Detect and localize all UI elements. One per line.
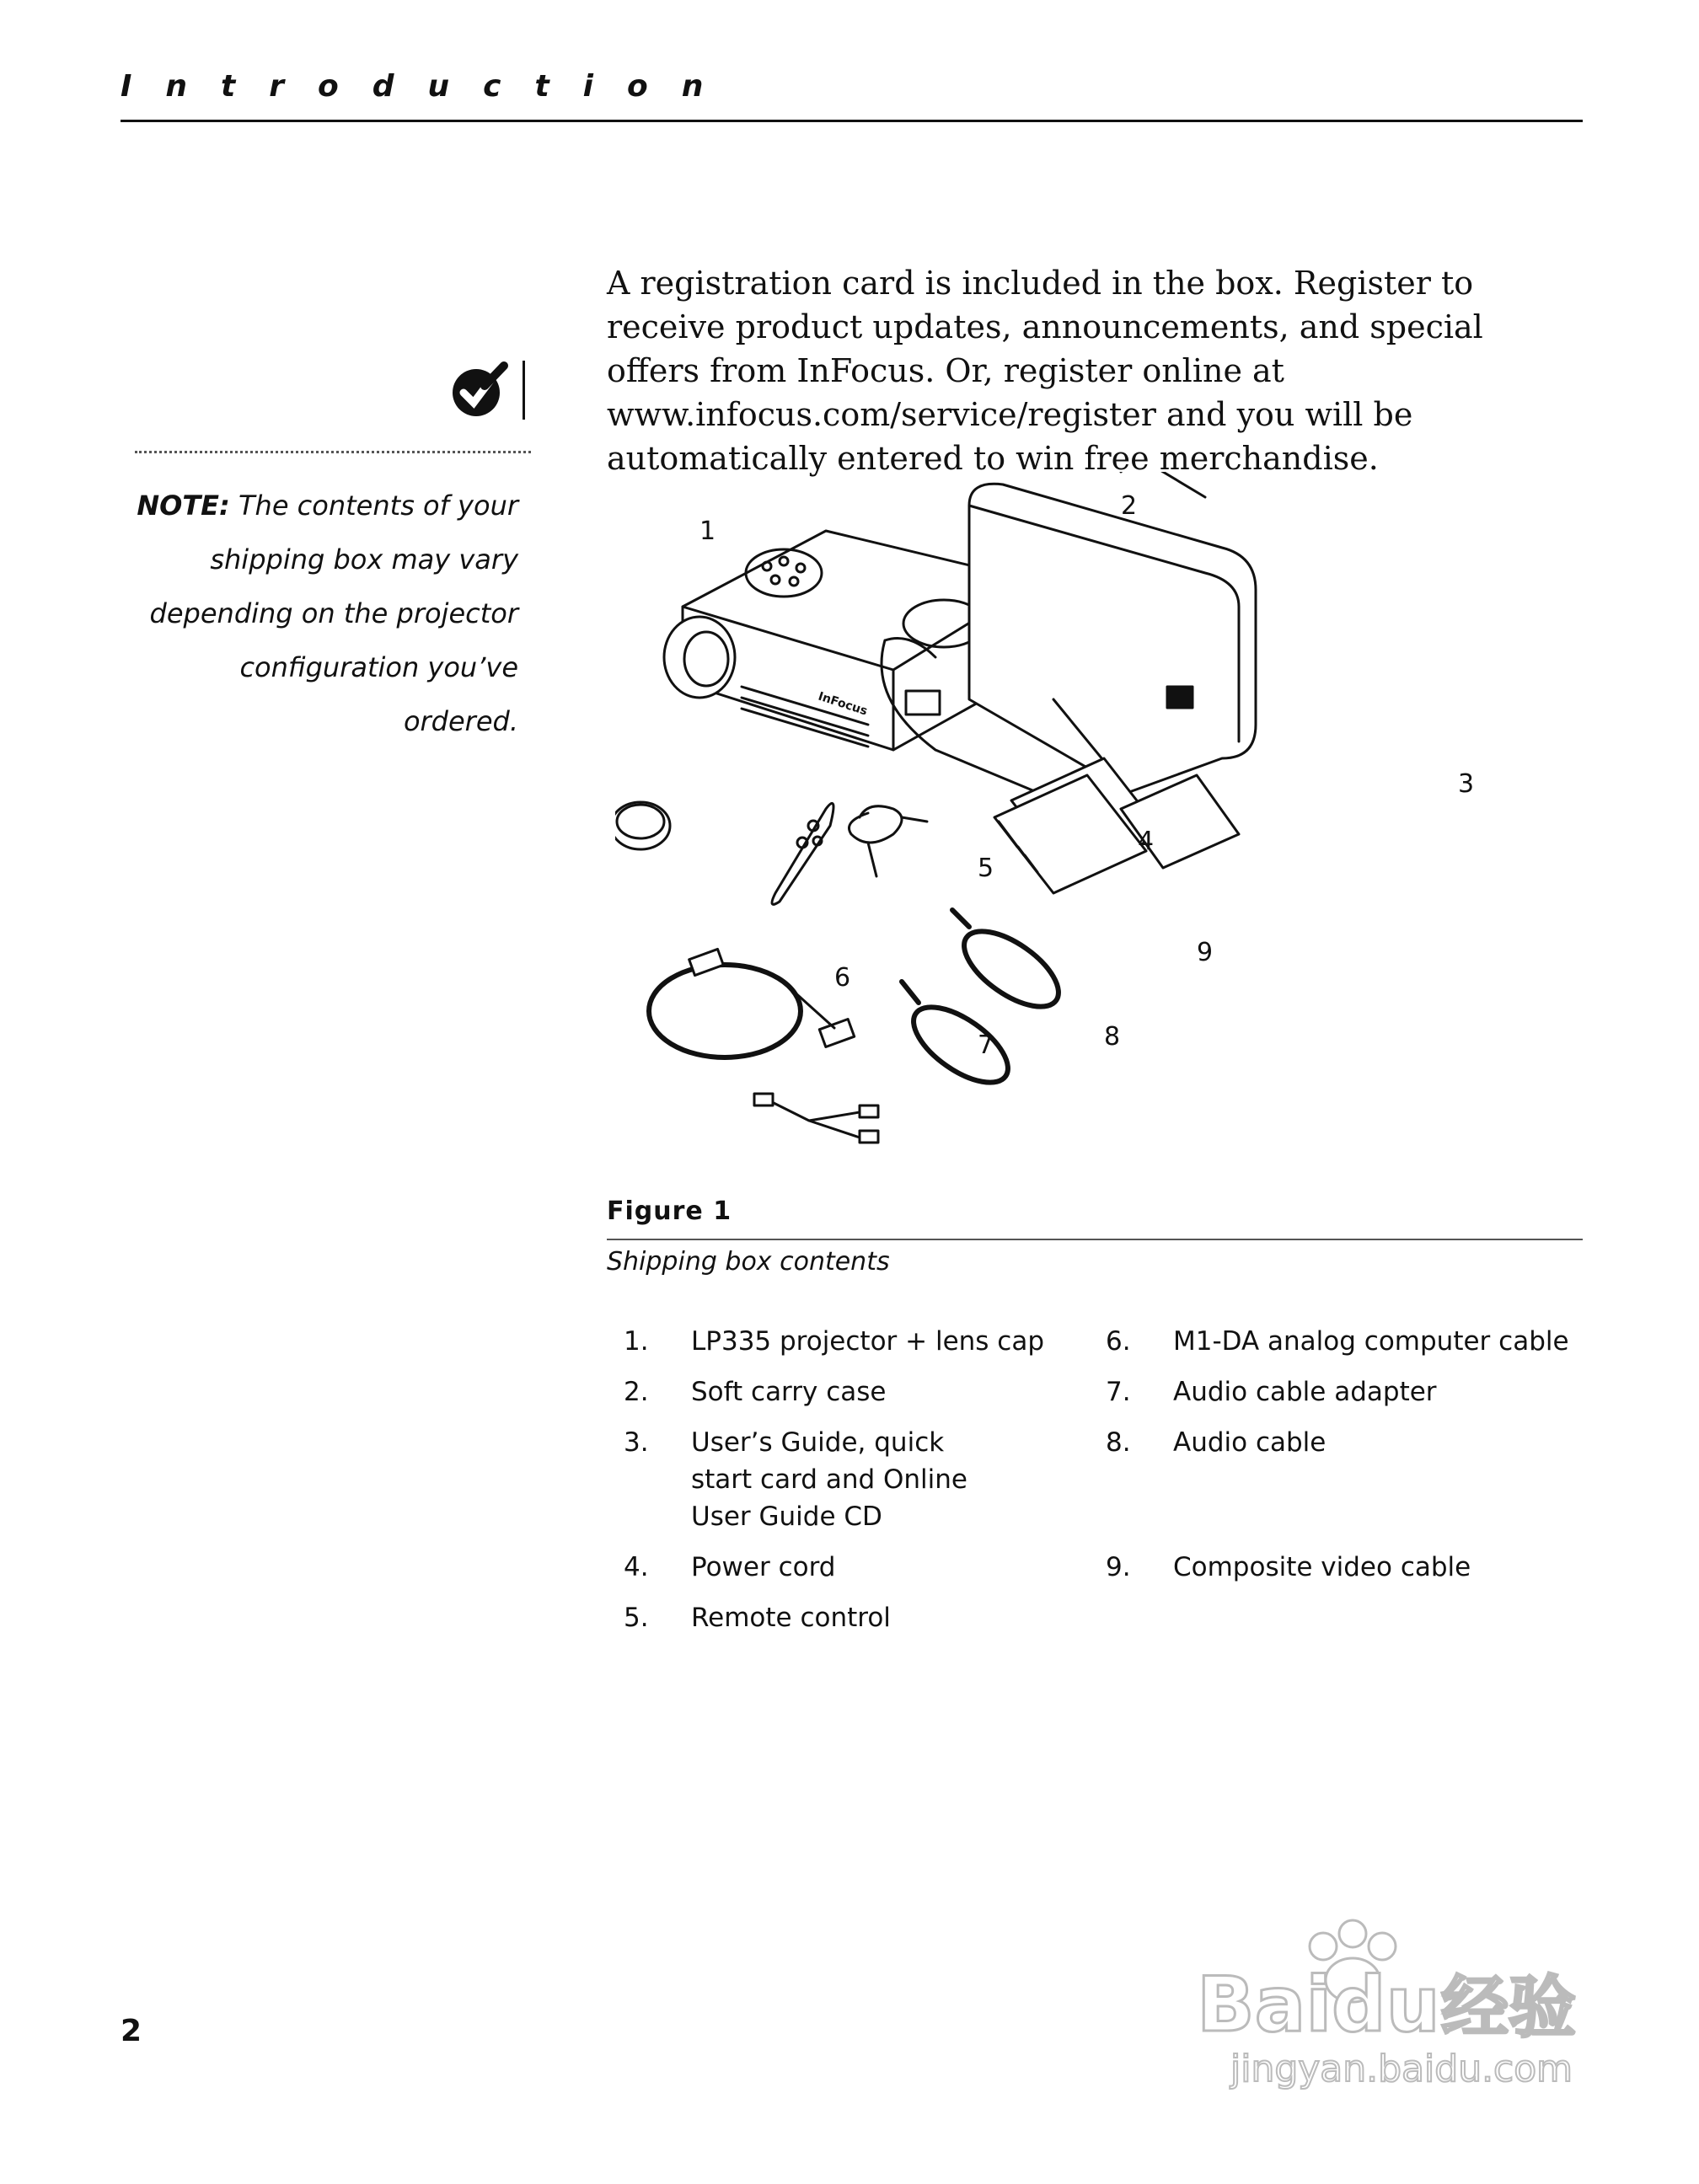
list-item: 5. Remote control — [624, 1603, 891, 1633]
shipping-box-illustration — [615, 472, 1568, 1188]
contents-list-right — [1106, 1323, 1578, 1586]
figure-caption: Shipping box contents — [607, 1247, 890, 1277]
manuals-drawing — [994, 758, 1239, 893]
callout-3: 3 — [1458, 769, 1475, 799]
audio-adapter-drawing — [754, 1094, 878, 1143]
margin-note — [118, 479, 518, 748]
note-checkmark-icon — [438, 361, 531, 420]
list-item: 1. LP335 projector + lens cap — [624, 1326, 1045, 1357]
computer-cable-drawing — [649, 949, 855, 1057]
note-label: NOTE: — [137, 490, 230, 522]
list-item: 3. User’s Guide, quick start card and Online User Guide CD — [624, 1427, 967, 1532]
callout-7: 7 — [978, 1030, 994, 1060]
margin-dotted-rule — [135, 451, 531, 453]
figure-rule — [607, 1239, 1583, 1240]
list-item: 9. Composite video cable — [1106, 1552, 1471, 1582]
watermark-cjk: 经验 — [1441, 1968, 1576, 2047]
intro-paragraph: A registration card is included in the box. Register to receive product updates, announcements, and special offers from InFocus. Or, register online at www.infocus.com/service/register and you will be automatically entered to win free merchandise. — [607, 265, 1483, 477]
baidu-jingyan-watermark — [1180, 1913, 1618, 2090]
callout-4: 4 — [1138, 827, 1155, 856]
callout-5: 5 — [978, 854, 994, 883]
callout-2: 2 — [1121, 491, 1138, 521]
figure-title: Figure 1 — [607, 1196, 732, 1226]
list-item: 7. Audio cable adapter — [1106, 1377, 1437, 1407]
power-cord-drawing — [850, 806, 928, 876]
watermark-url: jingyan.baidu.com — [1230, 2048, 1573, 2090]
composite-cable-drawing — [952, 910, 1071, 1021]
list-item: 4. Power cord — [624, 1552, 836, 1582]
note-body: The contents of your shipping box may vary depending on the projector configuration you’ve ordered. — [149, 490, 518, 737]
audio-cable-drawing — [902, 982, 1021, 1097]
watermark-brand: Baidu — [1197, 1961, 1440, 2049]
running-header: Introduction — [121, 69, 737, 104]
list-item: 2. Soft carry case — [624, 1377, 887, 1407]
remote-drawing — [772, 803, 833, 904]
callout-9: 9 — [1197, 938, 1214, 967]
list-item: 8. Audio cable — [1106, 1427, 1327, 1458]
callout-6: 6 — [834, 963, 851, 993]
contents-list-left — [624, 1323, 1096, 1636]
callout-1: 1 — [699, 517, 716, 546]
header-rule — [121, 120, 1583, 122]
list-item: 6. M1-DA analog computer cable — [1106, 1326, 1569, 1357]
product-brand-label: InFocus — [816, 689, 870, 719]
callout-8: 8 — [1104, 1022, 1121, 1052]
page-number: 2 — [121, 2014, 142, 2048]
